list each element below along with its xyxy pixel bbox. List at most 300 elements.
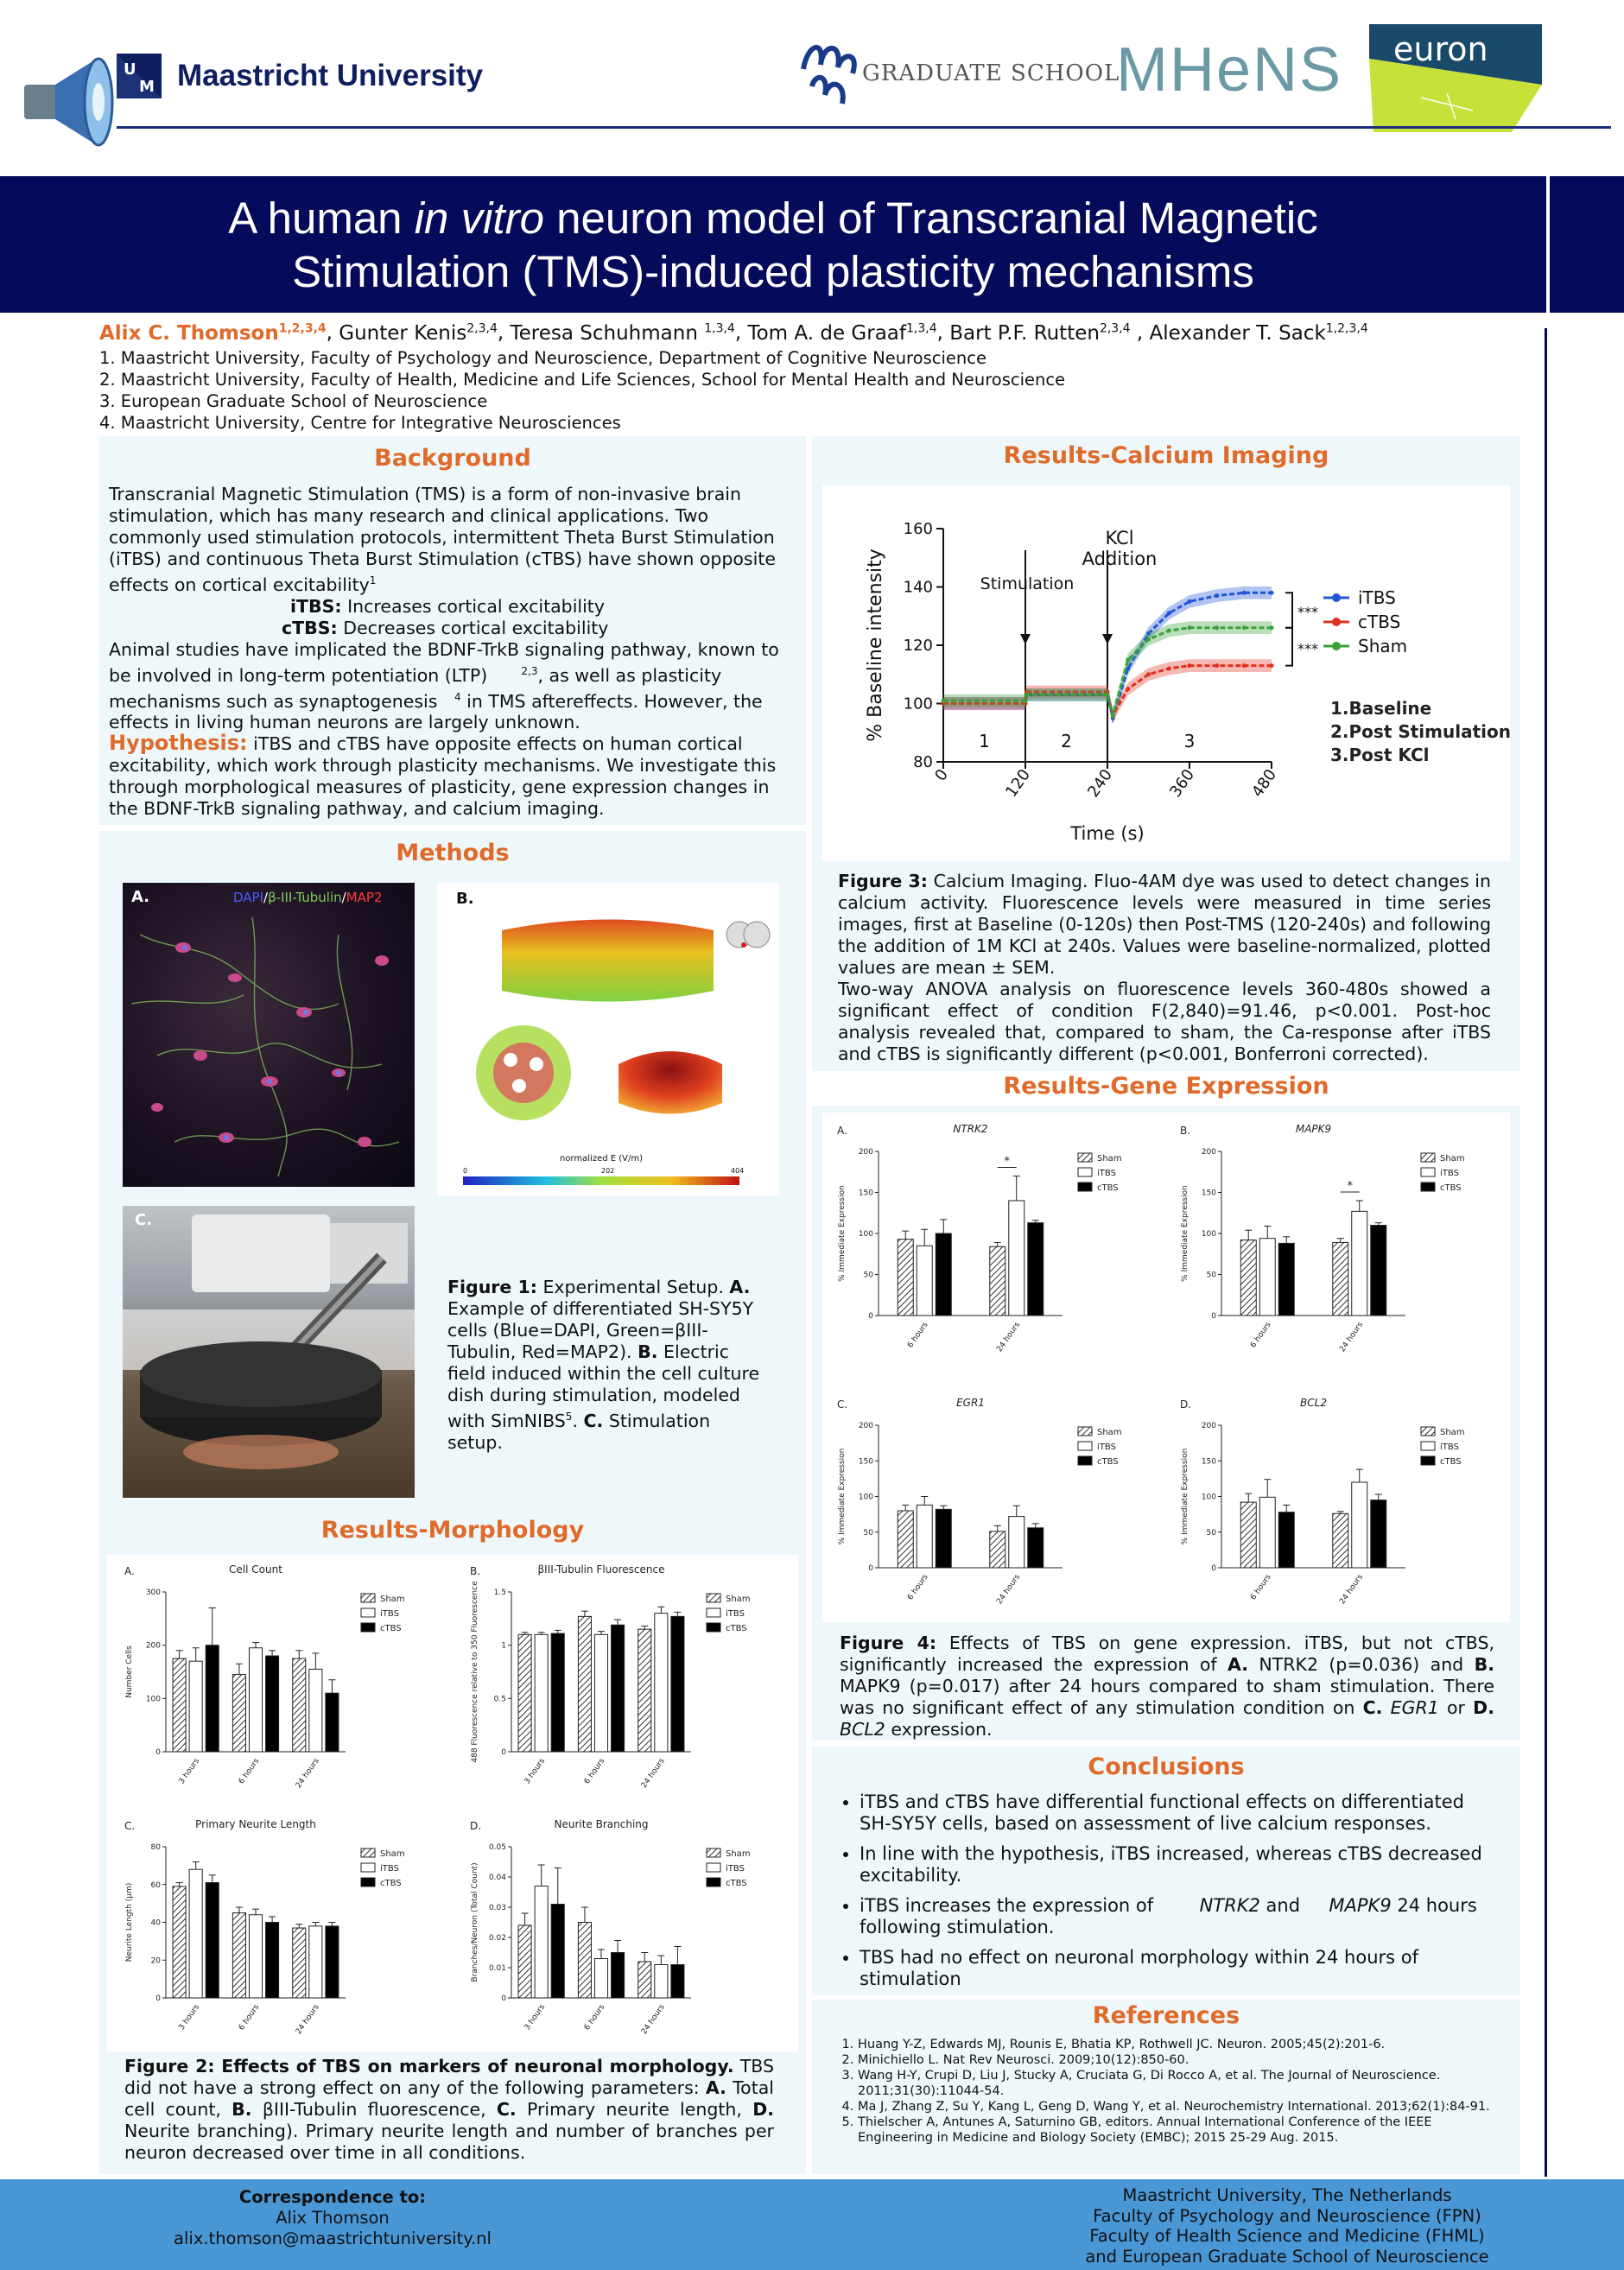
series-point [1270, 591, 1274, 595]
gene-chart-d [1168, 1392, 1509, 1621]
affiliations [99, 347, 1065, 434]
references-list [834, 2037, 1507, 2146]
bar-chart-svg [112, 1814, 449, 2051]
y-tick-label: 100 [903, 694, 933, 713]
legend-label: cTBS [726, 1624, 747, 1633]
y-tick-label: 0 [868, 1564, 873, 1573]
footer-corr-name: Alix Thomson [276, 2208, 390, 2228]
legend-swatch [1078, 1427, 1092, 1436]
bar [655, 1614, 668, 1752]
author: Tom A. de Graaf$^{1,3,4}$ [747, 321, 937, 345]
bar [612, 1625, 625, 1752]
significance-mark: *** [1297, 640, 1318, 657]
footer-corr-email[interactable]: alix.thomson@maastrichtuniversity.nl [174, 2229, 492, 2248]
series-point [1242, 591, 1247, 595]
legend-label: cTBS [1097, 1183, 1119, 1193]
gene-chart-b [1168, 1119, 1509, 1369]
legend-label: cTBS [380, 1879, 402, 1888]
legend-label: Sham [380, 1849, 405, 1859]
reference-item: 3. Wang H-Y, Crupi D, Liu J, Stucky A, Cruciata G, Di Rocco A, et al. The Journal of Neuroscience. 2011;31(30):11044-54. [858, 2068, 1507, 2099]
y-tick-label: 50 [1206, 1528, 1216, 1538]
bar [655, 1965, 668, 1999]
bar [518, 1634, 531, 1752]
y-tick-label: 100 [858, 1230, 873, 1239]
y-tick-label: 0 [501, 1748, 506, 1757]
right-rule [1545, 328, 1547, 2177]
x-tick-label: 240 [1084, 765, 1117, 802]
series-point [1106, 693, 1110, 697]
stimulation-annotation: Stimulation [980, 574, 1075, 593]
chart-title: NTRK2 [953, 1123, 988, 1135]
bar [1259, 1239, 1275, 1316]
bar [173, 1658, 186, 1752]
affiliation: 4. Maastricht University, Centre for Integrative Neurosciences [99, 413, 621, 433]
phase-label: 1 [979, 731, 990, 752]
x-tick-label: 24 hours [1338, 1320, 1366, 1354]
series-point [1188, 625, 1192, 630]
methods-panel-b-label: B. [456, 890, 474, 908]
x-tick-label: 0 [931, 765, 953, 785]
x-tick-label: 6 hours [582, 1756, 607, 1786]
y-tick-label: 200 [858, 1422, 873, 1430]
reference-item: 5. Thielscher A, Antunes A, Saturnino GB, editors. Annual International Conference of the IEEE Engineering in Medicine and Biology Society (EMBC); 2015 25-29 Aug. 2015. [858, 2115, 1507, 2146]
bar [206, 1883, 219, 1998]
significance-bracket [1285, 628, 1292, 666]
bar [1028, 1528, 1044, 1568]
author: Teresa Schuhmann $^{1,3,4}$ [510, 321, 735, 345]
x-tick-label: 3 hours [523, 1756, 548, 1786]
bar-chart-svg [825, 1392, 1166, 1621]
legend-label: Sham [1440, 1428, 1465, 1437]
x-tick-label: 6 hours [237, 2002, 262, 2032]
footer-corr-title: Correspondence to: [238, 2187, 427, 2207]
y-tick-label: 200 [1201, 1148, 1216, 1157]
legend-swatch [707, 1848, 720, 1857]
x-tick-label: 360 [1166, 765, 1199, 802]
legend-swatch [707, 1623, 720, 1632]
legend-label: Sham [380, 1595, 405, 1604]
bar [1028, 1223, 1044, 1316]
chart-title: MAPK9 [1295, 1123, 1332, 1135]
bar [1333, 1513, 1348, 1568]
series-point [1188, 663, 1192, 668]
bar [594, 1959, 607, 1999]
affiliation: 1. Maastricht University, Faculty of Psychology and Neuroscience, Department of Cognitive Neuroscience [99, 348, 986, 368]
x-tick-label: 24 hours [995, 1320, 1023, 1354]
x-tick-label: 24 hours [294, 1756, 321, 1791]
methods-panel-b-scale-tick: 0 [463, 1167, 468, 1175]
kcl-annotation: Addition [1082, 548, 1158, 569]
series-point [1215, 625, 1219, 630]
chart-title: BCL2 [1300, 1397, 1327, 1409]
x-tick-label: 6 hours [582, 2002, 607, 2032]
methods-title: Methods [396, 840, 510, 866]
um-logo-letter-u: U [124, 60, 136, 79]
panel-label: C. [837, 1398, 848, 1411]
legend-swatch [707, 1863, 720, 1872]
gene-title: Results-Gene Expression [1003, 1073, 1329, 1100]
bar [1333, 1242, 1348, 1316]
bar [232, 1675, 245, 1752]
legend-swatch [361, 1608, 375, 1617]
bar [293, 1658, 306, 1752]
figure1-caption: Figure 1: Experimental Setup. A. Example of differentiated SH-SY5Y cells (Blue=DAPI, Green=βIII-Tubulin, Red=MAP2). B. Electric field induced within the cell culture dish during stimulation, modeled with SimNIBS$^5$. C. Stimulation setup. [447, 1277, 760, 1453]
bar [1278, 1243, 1294, 1316]
reference-item: 4. Ma J, Zhang Z, Su Y, Kang L, Geng D, Wang Y, et al. Neurochemistry International. 2013;62(1):84-91. [858, 2099, 1507, 2115]
morph-chart-b [458, 1559, 795, 1805]
x-tick-label: 24 hours [1338, 1572, 1366, 1607]
bar [535, 1634, 548, 1752]
line-chart-svg [822, 485, 1510, 861]
series-point [1111, 713, 1115, 718]
legend-label: iTBS [1440, 1443, 1459, 1452]
y-tick-label: 1.5 [493, 1588, 506, 1597]
bar-chart-svg [1168, 1392, 1509, 1621]
series-point [1215, 593, 1219, 598]
bar [671, 1616, 684, 1752]
bar [1259, 1497, 1275, 1568]
series-point [1146, 672, 1151, 676]
bar [1352, 1211, 1367, 1316]
legend-label: Sham [1097, 1428, 1122, 1437]
title-line1-em: in vitro [414, 193, 544, 243]
calcium-title: Results-Calcium Imaging [1003, 442, 1329, 469]
legend-swatch [1421, 1153, 1435, 1162]
chart-title: Cell Count [229, 1563, 282, 1576]
bar [898, 1511, 913, 1568]
y-tick-label: 100 [1201, 1230, 1216, 1239]
bar [518, 1925, 531, 1998]
x-tick-label: 6 hours [1249, 1320, 1273, 1350]
y-tick-label: 20 [150, 1956, 161, 1966]
bar-chart-svg [825, 1119, 1166, 1369]
chart-title: βIII-Tubulin Fluorescence [537, 1563, 665, 1576]
bar [173, 1886, 186, 1998]
legend-swatch [707, 1878, 720, 1886]
bar [990, 1246, 1005, 1316]
y-tick-label: 0 [1211, 1564, 1216, 1573]
y-axis-label: % Immediate Expression [1181, 1185, 1189, 1282]
y-axis-label: 488 Fluorescence relative to 350 Fluorescence [471, 1581, 479, 1763]
kcl-arrowhead [1102, 634, 1113, 644]
series-point [1188, 599, 1192, 604]
methods-panel-a-legend: DAPI/β-III-Tubulin/MAP2 [233, 890, 383, 905]
gene-chart-c [825, 1392, 1166, 1621]
footer-institutions: Maastricht University, The Netherlands Faculty of Psychology and Neuroscience (FPN) Faculty of Health Science and Medicine (FHML) and European Graduate School of Neuroscience [1085, 2185, 1489, 2267]
author: Alexander T. Sack$^{1,2,3,4}$ [1149, 321, 1368, 345]
legend-label: Sham [726, 1595, 751, 1604]
legend-label: cTBS [380, 1624, 402, 1633]
bar [266, 1923, 279, 1999]
calcium-chart [822, 485, 1510, 861]
mhens-logo: MHeNS [1116, 35, 1343, 105]
y-tick-label: 100 [1201, 1493, 1216, 1502]
y-tick-label: 0 [501, 1994, 506, 2003]
bar [266, 1656, 279, 1752]
bar [917, 1246, 932, 1316]
bar [936, 1233, 951, 1316]
legend-marker [1332, 642, 1341, 650]
y-tick-label: 150 [1201, 1189, 1216, 1198]
affiliation: 2. Maastricht University, Faculty of Health, Medicine and Life Sciences, School for Mental Health and Neuroscience [99, 370, 1066, 390]
legend-label: Sham [1358, 636, 1408, 656]
affiliation: 3. European Graduate School of Neuroscience [99, 391, 488, 411]
bar [1009, 1201, 1025, 1316]
conclusion-item: • iTBS and cTBS have differential functional effects on differentiated SH-SY5Y cells, based on assessment of live calcium responses. [860, 1791, 1499, 1835]
bar [1240, 1502, 1256, 1568]
series-point [1270, 625, 1274, 630]
speaker-icon[interactable] [19, 52, 123, 151]
series-point [1146, 637, 1151, 642]
bar [206, 1645, 219, 1752]
legend-label: iTBS [380, 1609, 399, 1619]
significance-mark: *** [1297, 603, 1318, 620]
legend-label: Sham [726, 1849, 751, 1859]
um-logo [117, 54, 162, 98]
euron-logo [1369, 24, 1542, 132]
y-tick-label: 0.04 [488, 1874, 506, 1882]
legend-label: cTBS [1440, 1457, 1462, 1467]
chart-title: Neurite Branching [554, 1818, 649, 1830]
x-tick-label: 3 hours [177, 1756, 202, 1786]
y-axis-label: % Baseline intensity [865, 548, 886, 742]
y-tick-label: 0 [868, 1312, 873, 1321]
methods-panel-b-scale-tick: 202 [601, 1167, 615, 1175]
series-point [1025, 693, 1029, 697]
y-tick-label: 0.5 [493, 1695, 506, 1704]
y-tick-label: 100 [145, 1695, 161, 1704]
bar [1240, 1240, 1256, 1316]
title-line1-post: neuron model of Transcranial Magnetic [543, 193, 1318, 243]
bar [309, 1669, 322, 1752]
references-title: References [1092, 2002, 1240, 2029]
bar [638, 1629, 651, 1752]
panel-label: D. [470, 1820, 482, 1832]
conclusions-list [834, 1791, 1499, 1999]
series-point [1126, 657, 1130, 662]
y-tick-label: 0.02 [488, 1934, 506, 1943]
y-axis-label: % Immediate Expression [1181, 1448, 1189, 1545]
y-tick-label: 1 [501, 1641, 506, 1651]
author-first: Alix C. Thomson$^{1,2,3,4}$ [99, 321, 327, 345]
y-tick-label: 150 [858, 1457, 873, 1467]
panel-label: D. [1180, 1398, 1192, 1411]
legend-label: cTBS [726, 1879, 747, 1888]
bar [1278, 1512, 1294, 1568]
series-point [1024, 699, 1028, 703]
y-tick-label: 80 [150, 1843, 161, 1852]
phase-legend: 3.Post KCl [1330, 745, 1430, 765]
legend-swatch [707, 1594, 720, 1602]
bar [1371, 1226, 1386, 1316]
legend-label: iTBS [726, 1609, 745, 1619]
series-point [1242, 625, 1247, 630]
footer-correspondence [99, 2187, 566, 2249]
y-tick-label: 0.05 [488, 1843, 506, 1852]
morphology-title: Results-Morphology [320, 1517, 585, 1544]
x-tick-label: 3 hours [177, 2002, 202, 2032]
figure3-caption: Figure 3: Calcium Imaging. Fluo-4AM dye was used to detect changes in calcium activity. Fluorescence levels were measured in time series images, first at Baseline (0-120s) then Post-TMS (120-240s) and following the addition of 1M KCl at 240s. Values were baseline-normalized, plotted values are mean ± SEM. Two-way ANOVA analysis on fluorescence levels 360-480s showed a significant effect of condition F(2,840)=91.46, p<0.001. Post-hoc analysis revealed that, compared to sham, the Ca-response after iTBS and cTBS is significantly different (p<0.001, Bonferroni corrected). [838, 871, 1491, 1064]
legend-swatch [361, 1878, 375, 1886]
title-line1-pre: A human [228, 193, 415, 243]
legend-marker [1332, 618, 1341, 626]
legend-label: cTBS [1358, 612, 1401, 632]
bar [671, 1965, 684, 1999]
page-title [0, 192, 1546, 299]
legend-label: iTBS [380, 1864, 399, 1874]
series-point [1215, 663, 1219, 668]
hypothesis-text: Hypothesis: iTBS and cTBS have opposite effects on human cortical excitability, which work through plasticity mechanisms. We investigate this through morphological measures of plasticity, gene expression changes in the BDNF-TrkB signaling pathway, and calcium imaging. [109, 731, 777, 819]
euron-logo-text: euron [1393, 30, 1488, 68]
series-point [1242, 663, 1247, 668]
y-tick-label: 60 [150, 1880, 161, 1890]
y-axis-label: Branches/Neuron (Total Count) [471, 1862, 479, 1982]
chart-title: EGR1 [956, 1397, 985, 1409]
y-tick-label: 0.01 [488, 1964, 506, 1973]
background-title: Background [374, 445, 531, 472]
panel-label: B. [470, 1565, 481, 1577]
phase-label: 3 [1183, 731, 1196, 752]
panel-label: C. [124, 1820, 136, 1832]
kcl-annotation: KCl [1105, 528, 1134, 548]
bar [232, 1913, 245, 1998]
legend-swatch [361, 1594, 375, 1602]
bar [898, 1240, 913, 1316]
y-tick-label: 300 [145, 1588, 161, 1597]
bar [326, 1693, 339, 1752]
author: Bart P.F. Rutten$^{2,3,4}$ [949, 321, 1131, 345]
phase-legend: 2.Post Stimulation [1330, 721, 1510, 742]
y-tick-label: 150 [1201, 1457, 1216, 1467]
y-tick-label: 50 [863, 1271, 873, 1280]
y-tick-label: 40 [150, 1918, 161, 1928]
x-tick-label: 6 hours [1249, 1572, 1273, 1602]
figure2-caption: Figure 2: Effects of TBS on markers of neuronal morphology. TBS did not have a strong effect on any of the following parameters: A. Total cell count, B. βIII-Tubulin fluorescence, C. Primary neurite length, D. Neurite branching). Primary neurite length and number of branches per neuron decreased over time in all conditions. [124, 2056, 774, 2163]
legend-label: iTBS [1440, 1169, 1459, 1178]
significance-bracket [1285, 593, 1292, 628]
x-axis-label: Time (s) [1070, 823, 1145, 844]
legend-swatch [1078, 1183, 1092, 1191]
bar-chart-svg [1168, 1119, 1509, 1369]
methods-panel-c-label: C. [135, 1211, 153, 1229]
chart-title: Primary Neurite Length [195, 1818, 316, 1830]
x-tick-label: 6 hours [906, 1572, 930, 1602]
bar [189, 1661, 202, 1752]
significance-mark: * [1004, 1155, 1010, 1169]
conclusion-item: • In line with the hypothesis, iTBS increased, whereas cTBS decreased excitability. [860, 1843, 1499, 1886]
legend-swatch [1421, 1442, 1435, 1450]
series-point [1270, 663, 1274, 668]
legend-swatch [1078, 1168, 1092, 1176]
bar [578, 1616, 591, 1752]
bar [551, 1633, 564, 1752]
legend-label: iTBS [1358, 587, 1396, 608]
y-tick-label: 200 [1201, 1422, 1216, 1430]
figure4-caption: Figure 4: Effects of TBS on gene expression. iTBS, but not cTBS, significantly increased the expression of A. NTRK2 (p=0.036) and B. MAPK9 (p=0.017) after 24 hours compared to sham stimulation. There was no significant effect of any stimulation condition on C. EGR1 or D. BCL2 expression. [840, 1633, 1494, 1740]
bar [638, 1962, 651, 1998]
y-axis-label: Neurite Length (µm) [125, 1882, 134, 1962]
morph-chart-d [458, 1814, 795, 2051]
conclusion-item: • iTBS increases the expression of NTRK2 and MAPK9 24 hours following stimulation. [860, 1895, 1499, 1938]
legend-label: iTBS [726, 1864, 745, 1874]
legend-swatch [1078, 1153, 1092, 1162]
graduate-school-text: GRADUATE SCHOOL [862, 60, 1120, 86]
phase-label: 2 [1061, 731, 1072, 752]
conclusions-title: Conclusions [1088, 1753, 1245, 1780]
gene-chart-a [825, 1119, 1166, 1369]
legend-label: Sham [1097, 1154, 1122, 1164]
x-tick-label: 3 hours [523, 2002, 548, 2032]
y-tick-label: 0 [155, 1994, 161, 2003]
significance-mark: * [1347, 1180, 1353, 1193]
legend-swatch [1421, 1183, 1435, 1191]
y-tick-label: 0.03 [488, 1904, 506, 1912]
panel-label: A. [837, 1125, 847, 1137]
y-tick-label: 50 [863, 1528, 873, 1538]
bar [535, 1886, 548, 1999]
bar [990, 1531, 1005, 1568]
legend-swatch [1421, 1168, 1435, 1176]
y-tick-label: 150 [858, 1189, 873, 1198]
morph-chart-a [112, 1559, 449, 1805]
y-tick-label: 200 [858, 1148, 873, 1157]
bar [612, 1953, 625, 1999]
morph-chart-c [112, 1814, 449, 2051]
legend-label: iTBS [1097, 1443, 1116, 1452]
x-tick-label: 24 hours [639, 2002, 667, 2037]
x-tick-label: 24 hours [995, 1572, 1023, 1607]
bar [1371, 1500, 1386, 1568]
legend-swatch [1078, 1442, 1092, 1450]
um-logo-letter-m: M [139, 78, 155, 96]
legend-swatch [361, 1848, 375, 1857]
stimulation-arrowhead [1020, 634, 1031, 644]
bar-chart-svg [112, 1559, 449, 1805]
x-tick-label: 120 [1002, 765, 1035, 802]
legend-label: cTBS [1440, 1183, 1462, 1193]
bar [1009, 1517, 1025, 1568]
panel-label: B. [1180, 1125, 1191, 1137]
y-tick-label: 100 [858, 1493, 873, 1502]
author: Gunter Kenis$^{2,3,4}$ [339, 321, 498, 345]
university-name: Maastricht University [177, 59, 484, 92]
bar [936, 1509, 951, 1568]
x-tick-label: 24 hours [294, 2002, 321, 2037]
methods-panel-b-scale-label: normalized E (V/m) [560, 1154, 643, 1164]
legend-swatch [1421, 1427, 1435, 1436]
legend-swatch [361, 1623, 375, 1632]
phase-legend: 1.Baseline [1330, 698, 1432, 719]
bar [326, 1926, 339, 1998]
bar [578, 1923, 591, 1999]
conclusion-item: • TBS had no effect on neuronal morphology within 24 hours of stimulation [860, 1947, 1499, 1990]
x-tick-label: 480 [1248, 765, 1281, 802]
methods-panel-b-scale-tick: 404 [731, 1167, 745, 1175]
y-tick-label: 50 [1206, 1271, 1216, 1280]
legend-label: iTBS [1097, 1169, 1116, 1178]
y-axis-label: % Immediate Expression [838, 1185, 847, 1282]
y-tick-label: 0 [1211, 1312, 1216, 1321]
bar [293, 1928, 306, 1998]
methods-image-b [437, 883, 779, 1195]
bar-chart-svg [458, 1814, 795, 2051]
legend-swatch [1421, 1456, 1435, 1465]
methods-panel-a-label: A. [131, 888, 150, 906]
series-point [1167, 611, 1171, 615]
bar [1352, 1482, 1367, 1568]
legend-label: Sham [1440, 1154, 1465, 1164]
series-point [1126, 687, 1130, 691]
